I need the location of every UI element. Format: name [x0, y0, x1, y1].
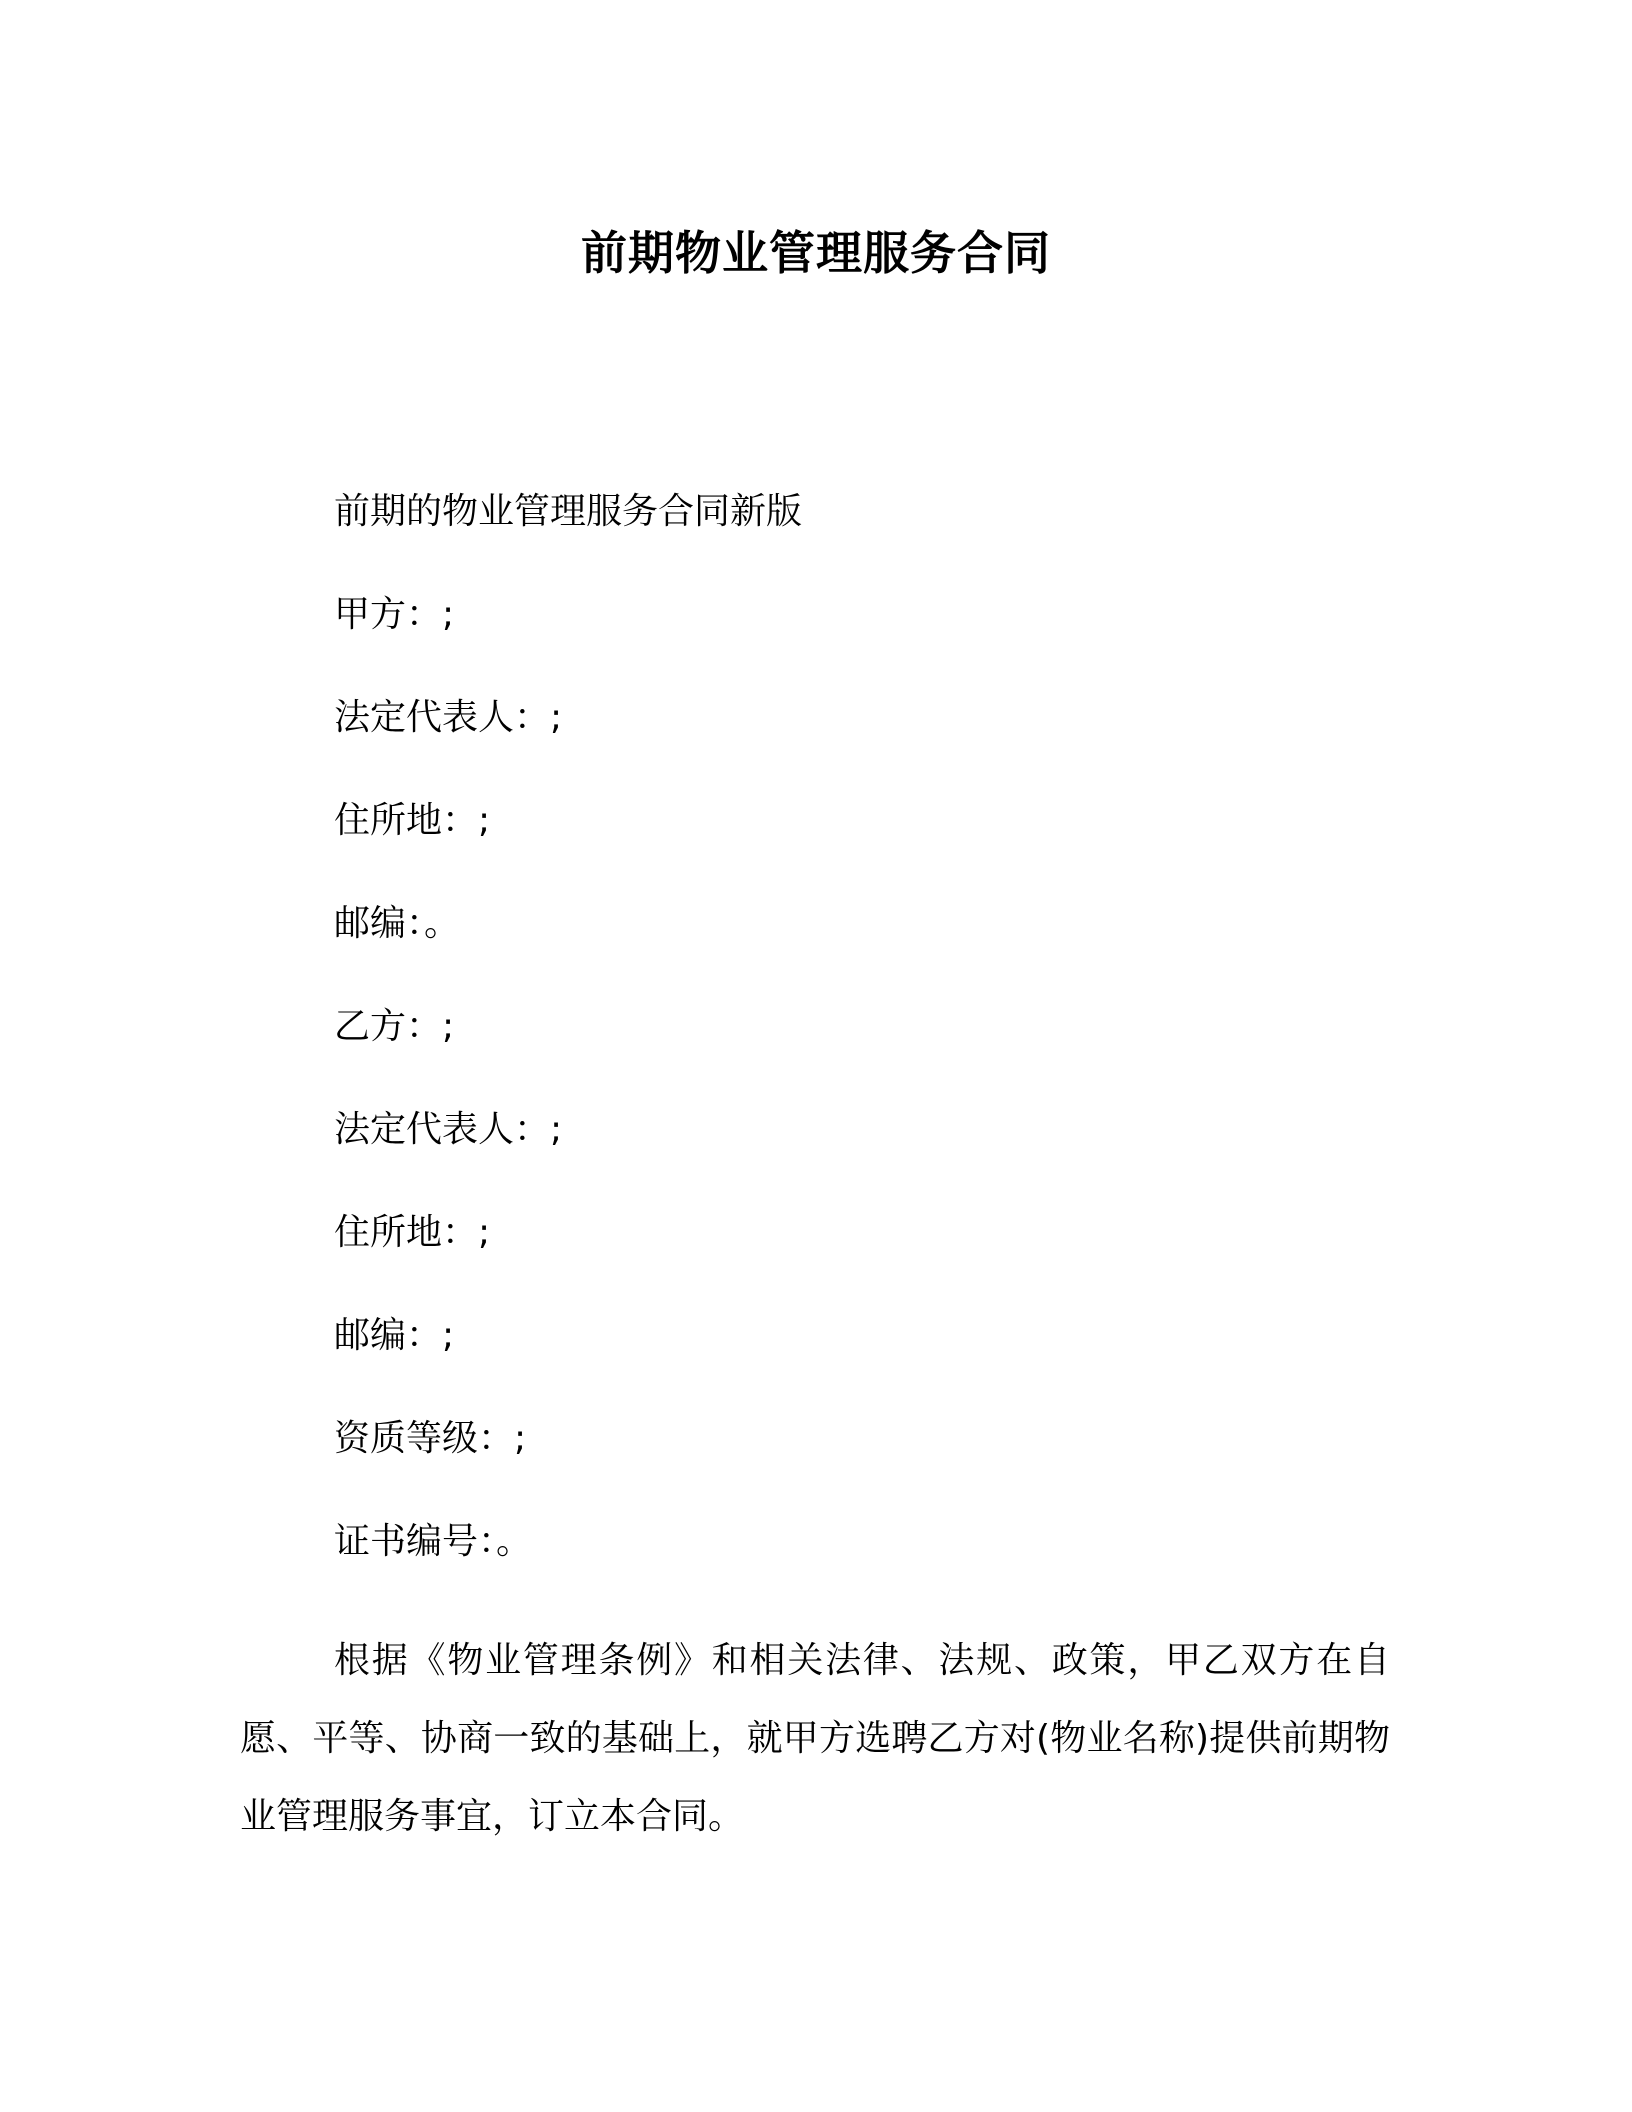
- qualification-level-line: 资质等级：;: [334, 1418, 527, 1459]
- certificate-number-line: 证书编号：。: [334, 1521, 533, 1562]
- preamble-paragraph: 根据《物业管理条例》和相关法律、法规、政策，甲乙双方在自愿、平等、协商一致的基础上，就甲方选聘乙方对(物业名称)提供前期物业管理服务事宜，订立本合同。: [240, 1640, 1390, 1837]
- party-a-line: 甲方：;: [334, 594, 455, 635]
- party-b-postcode-line: 邮编：;: [334, 1315, 455, 1356]
- party-a-postcode-line: 邮编：。: [334, 903, 461, 944]
- subtitle-line: 前期的物业管理服务合同新版: [334, 491, 803, 532]
- party-b-address-line: 住所地：;: [334, 1212, 491, 1253]
- party-a-address-line: 住所地：;: [334, 800, 491, 841]
- party-b-legal-rep-line: 法定代表人：;: [334, 1109, 563, 1150]
- party-b-line: 乙方：;: [334, 1006, 455, 1047]
- document-title: 前期物业管理服务合同: [581, 226, 1051, 280]
- party-a-legal-rep-line: 法定代表人：;: [334, 697, 563, 738]
